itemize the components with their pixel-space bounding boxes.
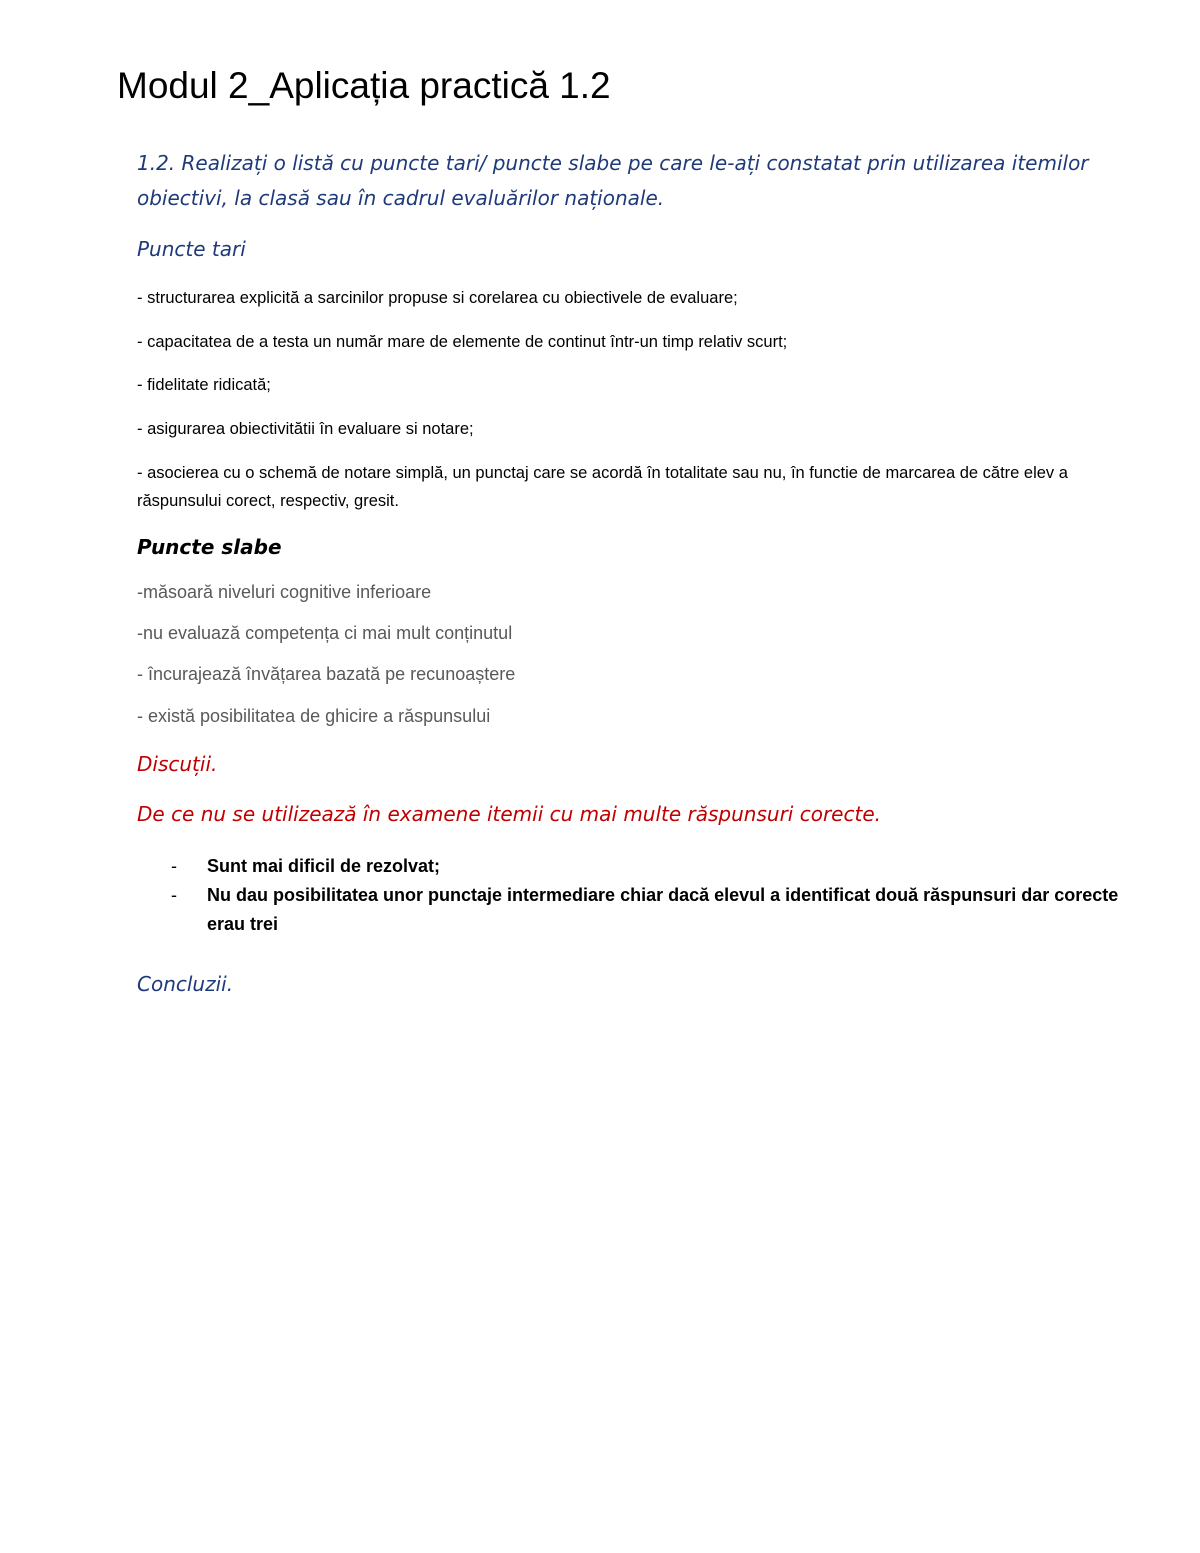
- list-item: [137, 881, 1127, 939]
- weakness-item: - încurajează învățarea bazată pe recunoaștere: [137, 664, 516, 684]
- answer-text: Sunt mai dificil de rezolvat;: [207, 856, 441, 876]
- bullet-dash: -: [171, 885, 177, 905]
- conclusions-heading: Concluzii.: [137, 972, 234, 996]
- strengths-heading: Puncte tari: [137, 237, 246, 261]
- answer-text: Nu dau posibilitatea unor punctaje intermediare chiar dacă elevul a identificat două răspunsuri dar corecte erau trei: [207, 885, 1119, 934]
- discussion-question: De ce nu se utilizează în examene itemii cu mai multe răspunsuri corecte.: [137, 802, 881, 826]
- strength-item: - asigurarea obiectivitătii în evaluare si notare;: [137, 420, 474, 438]
- bullet-dash: -: [171, 856, 177, 876]
- answers-list: [137, 852, 1127, 939]
- strength-item: - asocierea cu o schemă de notare simplă, un punctaj care se acordă în totalitate sau nu, în functie de marcarea de către elev a răspunsului corect, respectiv, gresit.: [137, 464, 1068, 510]
- weakness-item: - există posibilitatea de ghicire a răspunsului: [137, 706, 491, 726]
- list-item: [137, 852, 1127, 881]
- weakness-item: -măsoară niveluri cognitive inferioare: [137, 582, 432, 602]
- page-title: Modul 2_Aplicația practică 1.2: [117, 65, 611, 106]
- task-statement: 1.2. Realizați o listă cu puncte tari/ puncte slabe pe care le-ați constatat prin utilizarea itemilor obiectivi, la clasă sau în cadrul evaluărilor naționale.: [137, 151, 1089, 210]
- weaknesses-heading: Puncte slabe: [137, 535, 282, 559]
- discussion-heading: Discuții.: [137, 752, 218, 776]
- strength-item: - structurarea explicită a sarcinilor propuse si corelarea cu obiectivele de evaluare;: [137, 289, 738, 307]
- weakness-item: -nu evaluază competența ci mai mult conținutul: [137, 623, 513, 643]
- strength-item: - capacitatea de a testa un număr mare de elemente de continut într-un timp relativ scurt;: [137, 333, 788, 351]
- strength-item: - fidelitate ridicată;: [137, 376, 271, 394]
